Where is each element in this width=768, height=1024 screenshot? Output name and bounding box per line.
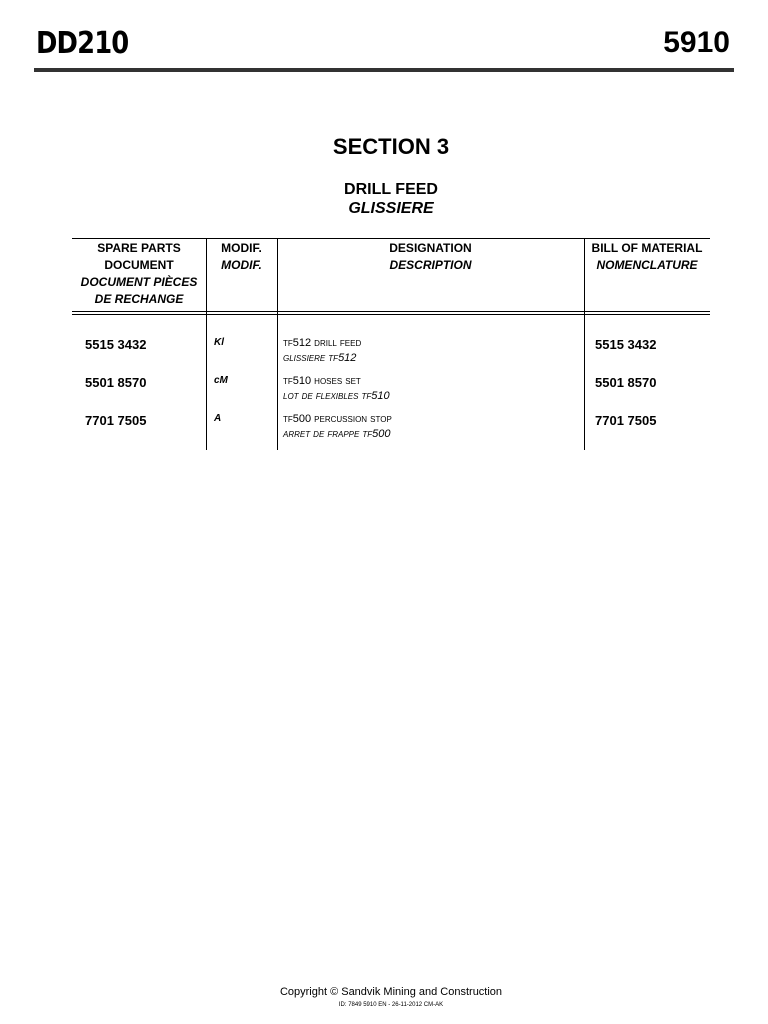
row-bom-number: 7701 7505 — [595, 413, 657, 428]
header-bom — [584, 240, 710, 274]
header-modif-en: MODIF. — [221, 241, 262, 255]
header-spare-parts-fr-line2: DE RECHANGE — [94, 292, 184, 306]
row-bom-number: 5501 8570 — [595, 375, 657, 390]
copyright-footer: Copyright © Sandvik Mining and Construction — [279, 986, 503, 998]
header-modif-fr: MODIF. — [221, 258, 262, 272]
header-spare-parts-fr-line1: DOCUMENT PIÈCES — [80, 275, 198, 289]
table-header-rule-1 — [72, 311, 710, 312]
document-code: 5910 — [663, 26, 730, 59]
row-designation-en: tf500 percussion stop — [283, 413, 392, 425]
header-spare-parts — [72, 240, 206, 308]
header-bom-fr: NOMENCLATURE — [596, 258, 698, 272]
row-designation — [283, 374, 390, 404]
row-designation-en: tf510 hoses set — [283, 375, 361, 387]
row-modif: Kl — [214, 337, 224, 348]
row-designation-fr: lot de flexibles tf510 — [283, 390, 390, 402]
row-modif: cM — [214, 375, 228, 386]
row-bom-number: 5515 3432 — [595, 337, 657, 352]
row-modif: A — [214, 413, 222, 424]
row-designation — [283, 336, 361, 366]
header-designation — [277, 240, 584, 274]
document-id: ID: 7849 5910 EN - 26-11-2012 CM-AK — [338, 1002, 444, 1008]
subtitle-en: DRILL FEED — [344, 181, 438, 198]
subtitle-fr: GLISSIERE — [348, 200, 434, 217]
row-designation-fr: glissiere tf512 — [283, 352, 357, 364]
header-spare-parts-line2: DOCUMENT — [104, 258, 174, 272]
row-designation — [283, 412, 392, 442]
row-designation-fr: arret de frappe tf500 — [283, 428, 391, 440]
header-modif — [206, 240, 277, 274]
row-doc-number: 5515 3432 — [85, 337, 147, 352]
row-doc-number: 5501 8570 — [85, 375, 147, 390]
parts-table — [72, 238, 710, 450]
header-designation-en: DESIGNATION — [389, 241, 472, 255]
section-title: SECTION 3 — [332, 134, 450, 159]
header-bom-en: BILL OF MATERIAL — [591, 241, 703, 255]
row-doc-number: 7701 7505 — [85, 413, 147, 428]
header-spare-parts-line1: SPARE PARTS — [97, 241, 181, 255]
model-title: DD210 — [36, 26, 129, 61]
header-rule — [34, 68, 734, 72]
row-designation-en: tf512 drill feed — [283, 337, 362, 349]
table-top-rule — [72, 238, 710, 239]
section-subtitle — [0, 180, 768, 218]
header-designation-fr: DESCRIPTION — [389, 258, 472, 272]
table-header-rule-2 — [72, 314, 710, 315]
